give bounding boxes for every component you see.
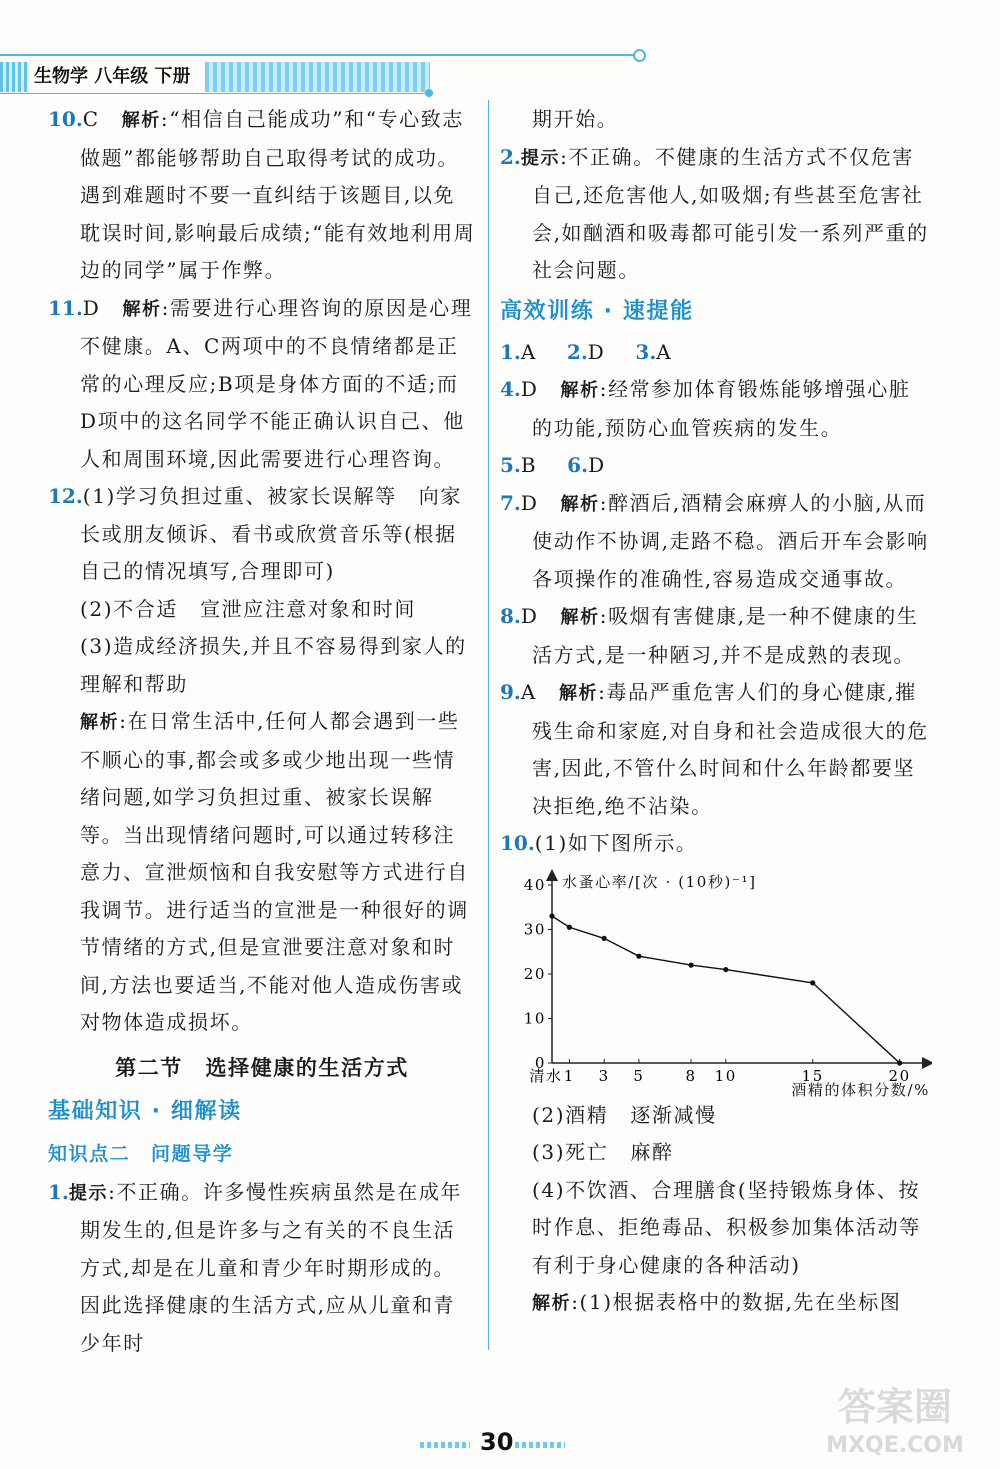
- answer-12-analysis: [48, 703, 476, 1042]
- data-point: [567, 924, 572, 929]
- page-number: 30: [480, 1428, 514, 1456]
- question-number: 1.: [500, 339, 521, 364]
- question-number: 12.: [48, 484, 83, 508]
- analysis-text: :醉酒后,酒精会麻痹人的小脑,从而使动作不协调,走路不稳。酒后开车会影响各项操作的准确性,容易造成交通事故。: [532, 490, 929, 591]
- answer-letter: D: [520, 604, 539, 628]
- answer-10-3b: 麻醉: [630, 1140, 674, 1164]
- x-tick-label: 1: [563, 1066, 575, 1085]
- heart-rate-chart: [500, 867, 932, 1097]
- x-tick-label: 10: [714, 1066, 737, 1085]
- question-number: 7.: [500, 490, 521, 515]
- section-title: 第二节 选择健康的生活方式: [115, 1055, 409, 1080]
- data-point: [723, 966, 728, 971]
- chart-svg: [500, 867, 932, 1097]
- data-point: [688, 962, 693, 967]
- analysis-label: 解析: [558, 683, 599, 704]
- answer-10-3a: (3)死亡: [532, 1140, 609, 1164]
- answer-letter: D: [520, 377, 539, 401]
- page-header: [0, 48, 660, 92]
- answer-10-2b: 逐渐减慢: [630, 1102, 717, 1127]
- x-tick-label: 清水: [529, 1066, 563, 1085]
- y-tick-label: 0: [534, 1053, 546, 1072]
- header-title: 生物学 八年级 下册: [34, 66, 191, 87]
- answer-letter: D: [588, 453, 606, 477]
- data-point: [636, 953, 641, 958]
- data-point: [549, 913, 554, 918]
- answer-letter: C: [82, 107, 100, 131]
- answer-12-part3: (3)造成经济损失,并且不容易得到家人的理解和帮助: [80, 634, 467, 696]
- answer-4: [500, 371, 932, 447]
- answer-12-1a: (1)学习负担过重、被家长误解等: [82, 484, 397, 508]
- hint-text: :不正确。不健康的生活方式不仅危害自己,还危害他人,如吸烟;有些甚至危害社会,如酗酒和吸毒都可能引发一系列严重的社会问题。: [532, 144, 929, 282]
- answer-12-2b: 宣泄应注意对象和时间: [199, 596, 416, 621]
- analysis-label: 解析: [560, 380, 600, 401]
- question-number: 9.: [500, 680, 521, 704]
- analysis-text: :(1)根据表格中的数据,先在坐标图: [571, 1290, 902, 1314]
- question-number: 2.: [566, 339, 588, 364]
- header-band: [205, 62, 430, 92]
- x-axis-label: 酒精的体积分数/%: [791, 1080, 930, 1097]
- question-number: 4.: [500, 377, 521, 401]
- hint-1: [48, 1174, 476, 1363]
- watermark-text: 答案圈: [837, 1385, 953, 1429]
- answer-letter: D: [587, 339, 606, 364]
- x-tick-label: 5: [633, 1066, 645, 1085]
- hint-2: [500, 139, 932, 290]
- watermark-logo: [800, 1378, 990, 1458]
- answer-letter: A: [656, 339, 673, 364]
- question-number: 10.: [500, 831, 535, 855]
- answer-12-part1: [48, 478, 476, 591]
- question-number: 8.: [500, 604, 521, 628]
- question-number: 3.: [635, 339, 657, 364]
- analysis-label: 解析: [560, 493, 600, 515]
- header-rule-top: [0, 54, 635, 56]
- answer-10-part1: [500, 825, 932, 863]
- hint-text: :不正确。许多慢性疾病虽然是在成年期发生的,但是许多与之有关的不良生活方式,却是在儿童和青少年时期形成的。因此选择健康的生活方式,应从儿童和青少年时: [80, 1179, 463, 1355]
- header-dot-top: [633, 49, 646, 62]
- answer-12-2a: (2)不合适: [80, 596, 178, 621]
- left-column: [48, 101, 476, 1362]
- x-tick-label: 8: [685, 1066, 697, 1085]
- x-tick-label: 20: [888, 1066, 911, 1085]
- answer-10-analysis: [500, 1284, 932, 1323]
- x-tick-label: 15: [801, 1066, 824, 1085]
- data-point: [602, 935, 607, 940]
- analysis-text: :在日常生活中,任何人都会遇到一些不顺心的事,都会或多或少地出现一些情绪问题,如学习负担过重、被家长误解等。当出现情绪问题时,可以通过转移注意力、宣泄烦恼和自我安慰等方式进行自我调节。进行适当的宣泄是一种很好的调节情绪的方式,但是宣泄要注意对象和时间,方法也要适当,不能对他人造成伤害或对物体造成损坏。: [80, 709, 469, 1034]
- data-point: [810, 980, 815, 985]
- analysis-text: :需要进行心理咨询的原因是心理不健康。A、C两项中的不良情绪都是正常的心理反应;B项是身体方面的不适;而D项中的这名同学不能正确认识自己、他人和周围环境,因此需要进行心理咨询。: [80, 295, 473, 471]
- knowledge-point-heading: 知识点二 问题导学: [48, 1142, 234, 1165]
- answer-7: [500, 485, 932, 599]
- hint-label: 提示: [68, 1182, 109, 1204]
- analysis-label: 解析: [80, 712, 120, 733]
- analysis-text: :“相信自己能成功”和“专心致志做题”都能够帮助自己取得考试的成功。遇到难题时不要一直纠结于该题目,以免耽误时间,影响最后成绩;“能有效地利用周边的同学”属于作弊。: [80, 107, 476, 282]
- answers-1-3: [500, 334, 932, 372]
- answer-10-part4: (4)不饮酒、合理膳食(坚持锻炼身体、按时作息、拒绝毒品、积极参加集体活动等有利于身心健康的各种活动): [532, 1177, 921, 1277]
- data-point: [897, 1060, 902, 1065]
- question-number: 11.: [48, 295, 83, 320]
- answer-letter: A: [520, 339, 537, 364]
- question-number: 1.: [48, 1179, 69, 1204]
- answer-9: [500, 674, 932, 825]
- header-dot-bottom: [425, 89, 433, 97]
- answer-11: [48, 290, 476, 479]
- training-heading: 高效训练 · 速提能: [500, 298, 694, 324]
- analysis-label: 解析: [121, 110, 161, 131]
- answer-10-1: (1)如下图所示。: [534, 831, 698, 855]
- answer-letter: D: [82, 295, 101, 320]
- watermark-url: MXQE.COM: [826, 1433, 964, 1458]
- answer-12-part2: [48, 591, 476, 629]
- header-rule-bottom: [0, 93, 430, 94]
- y-tick-label: 20: [523, 964, 546, 983]
- hint-label: 提示: [520, 147, 561, 169]
- answer-10-part2: [500, 1097, 932, 1135]
- hint-1-continued: 期开始。: [532, 107, 619, 131]
- question-number: 10.: [48, 107, 83, 131]
- question-number: 5.: [500, 453, 521, 477]
- y-tick-label: 10: [523, 1009, 546, 1027]
- basic-knowledge-heading: 基础知识 · 细解读: [48, 1098, 242, 1124]
- right-column: [500, 101, 932, 1323]
- analysis-text: :毒品严重危害人们的身心健康,摧残生命和家庭,对自身和社会造成很大的危害,因此,不管什么时间和什么年龄都要坚决拒绝,绝不沾染。: [532, 680, 929, 818]
- answer-letter: A: [520, 680, 537, 704]
- analysis-label: 解析: [560, 607, 600, 628]
- analysis-label: 解析: [122, 298, 162, 320]
- x-tick-label: 3: [598, 1066, 610, 1085]
- answer-10-2a: (2)酒精: [532, 1102, 609, 1127]
- question-number: 2.: [500, 144, 521, 169]
- question-number: 6.: [567, 453, 589, 477]
- answer-10: [48, 101, 476, 290]
- answer-12-1b: 向家长或朋友倾诉、看书或欣赏音乐等(根据自己的情况填写,合理即可): [80, 484, 462, 583]
- analysis-label: 解析: [532, 1293, 572, 1314]
- answer-10-part3: [500, 1134, 932, 1172]
- analysis-text: :经常参加体育锻炼能够增强心脏的功能,预防心血管疾病的发生。: [532, 377, 911, 440]
- y-tick-label: 30: [523, 920, 546, 938]
- footer-deco-right: [515, 1442, 565, 1448]
- header-stripe: [0, 62, 28, 92]
- answer-letter: D: [520, 490, 539, 515]
- answer-8: [500, 598, 932, 674]
- footer-deco-left: [420, 1442, 470, 1448]
- column-divider: [488, 100, 489, 1350]
- analysis-text: :吸烟有害健康,是一种不健康的生活方式,是一种陋习,并不是成熟的表现。: [532, 604, 919, 667]
- answer-letter: B: [520, 453, 538, 477]
- y-tick-label: 40: [523, 875, 546, 894]
- answers-5-6: [500, 447, 932, 485]
- y-axis-label: 水蚤心率/[次 · (10秒)⁻¹]: [562, 872, 757, 891]
